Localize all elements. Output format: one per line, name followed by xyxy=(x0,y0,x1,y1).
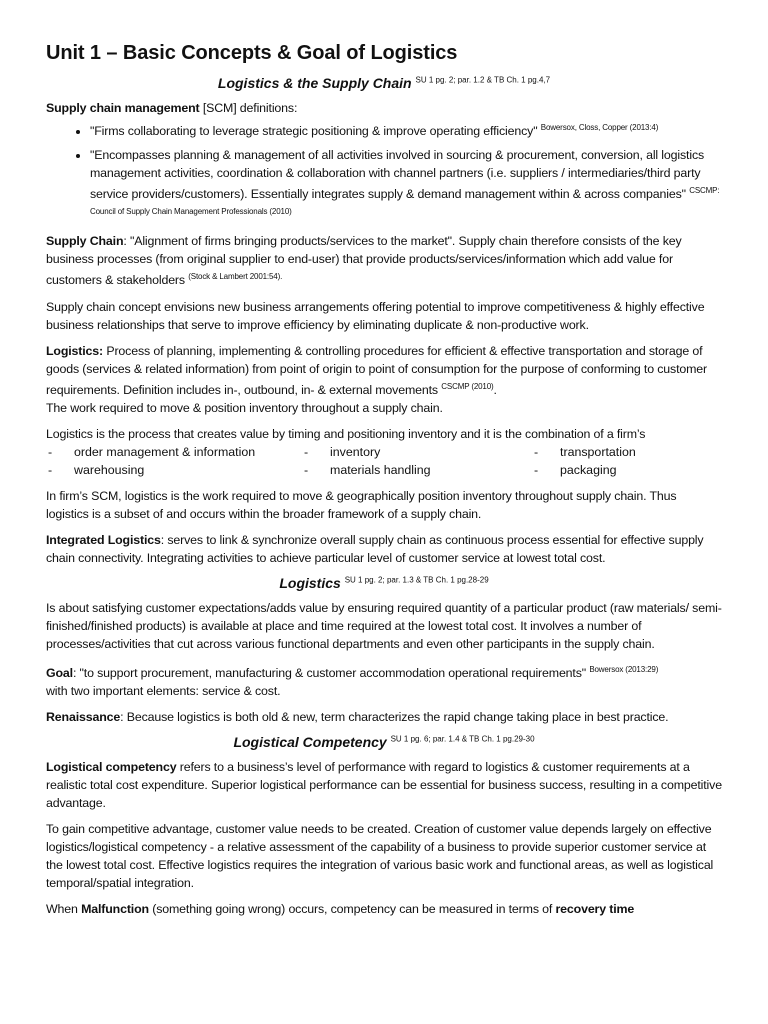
logistics-combination-intro: Logistics is the process that creates value by timing and positioning inventory and it is the combination of a firm’s xyxy=(46,426,646,441)
scm-intro: Supply chain management [SCM] definitions: xyxy=(46,101,298,115)
section-heading-logistical-competency: Logistical Competency $^{SU 1 pg. 6; par. 1.4 \& TB Ch. 1 pg.29-30}$ xyxy=(233,733,535,750)
section-heading-logistics-supply-chain: Logistics & the Supply Chain $^{SU 1 pg. 2; par. 1.2 \& TB Ch. 1 pg.4,7}$ xyxy=(217,75,551,91)
list-item: • "Firms collaborating to leverage strategic positioning & improve operating efficiency" $^{Bowersox, Closs, Copper (2013:4)}$ xyxy=(90,119,722,140)
renaissance-paragraph: Renaissance: Because logistics is both old & new, term characterizes the rapid change taking place in best practice. xyxy=(46,709,669,724)
page-title: Unit 1 – Basic Concepts & Goal of Logistics xyxy=(46,42,458,64)
integrated-logistics-paragraph: Integrated Logistics: serves to link & synchronize overall supply chain as continuous process essential for effective supply chain connectivity. Integrating activities to achieve particular level of customer service at lowest total cost. xyxy=(46,532,704,565)
scm-definitions-list xyxy=(46,119,722,224)
firm-scm-paragraph: In firm’s SCM, logistics is the work required to move & geographically position inventory throughout supply chain. Thus logistics is a subset of and occurs within the broader framework of a supply chain. xyxy=(46,488,677,521)
section-reference: SU 1 pg. 2; par. 1.3 & TB Ch. 1 pg.28-29 xyxy=(344,574,489,584)
section-reference: SU 1 pg. 6; par. 1.4 & TB Ch. 1 pg.29-30 xyxy=(390,734,535,744)
competitive-advantage-paragraph: To gain competitive advantage, customer value needs to be created. Creation of customer value depends largely on effective logistics/logistical competency - a relative assessment of the capability of a business to provide superior customer service at the lowest total cost. Effective logistics requires the integration of various basic work and functional areas, as well as logistical temporal/spatial integration. xyxy=(46,821,714,890)
section-reference: SU 1 pg. 2; par. 1.2 & TB Ch. 1 pg.4,7 xyxy=(415,75,551,85)
list-item: - packaging xyxy=(532,461,732,479)
list-item: - order management & information xyxy=(46,443,302,461)
logistics-components-list xyxy=(46,443,722,479)
list-item: • "Encompasses planning & management of all activities involved in sourcing & procurement, conversion, all logistics management activities, coordination & collaboration with channel partners (i.e. suppliers / intermediaries/third party service providers/customers). Essentially integrates supply & demand management within & across companies" $^{CSCMP: Council of Supply Chain Management Professionals (2010)}$ xyxy=(90,146,722,224)
list-item: - transportation xyxy=(532,443,732,461)
supply-chain-definition: Supply Chain: "Alignment of firms bringing products/services to the market". Supply chain therefore consists of the key business processes (from original supplier to end-user) that provide products/services/information which add value for customers & stakeholders $^{(Stock \& Lambert 2001:54).}$ xyxy=(46,234,682,288)
section-heading-logistics: Logistics $^{SU 1 pg. 2; par. 1.3 \& TB Ch. 1 pg.28-29}$ xyxy=(279,574,489,591)
logistical-competency-paragraph: Logistical competency refers to a business’s level of performance with regard to logistics & customer requirements at a realistic total cost expenditure. Superior logistical performance can be essential for business success, resulting in a competitive advantage. xyxy=(46,759,722,810)
list-item: - warehousing xyxy=(46,461,302,479)
malfunction-paragraph: When Malfunction (something going wrong) occurs, competency can be measured in terms of recovery time xyxy=(46,901,635,916)
logistics-definition: Logistics: Process of planning, implementing & controlling procedures for efficient & effective transportation and storage of goods (services & related information) from point of origin to point of consumption for the purpose of conforming to customer requirements. Definition includes in-, outbound, in- & external movements $^{CSCMP (2010)}$. The work required to move & position inventory throughout a supply chain. xyxy=(46,343,708,415)
list-item: - materials handling xyxy=(302,461,532,479)
supply-chain-concept: Supply chain concept envisions new business arrangements offering potential to improve competitiveness & highly effective business relationships that serve to improve efficiency by eliminating duplicate & non-productive work. xyxy=(46,299,705,332)
goal-paragraph: Goal: "to support procurement, manufacturing & customer accommodation operational requirements" $^{Bowersox (2013:29)}$ with two important elements: service & cost. xyxy=(46,664,659,698)
logistics-about-paragraph: Is about satisfying customer expectations/adds value by ensuring required quantity of a particular product (raw materials/ semi-finished/finished products) is available at place and time required at the lowest total cost. It involves a number of processes/activities that cut across various functional departments and even other participants in the supply chain. xyxy=(46,600,722,651)
list-item: - inventory xyxy=(302,443,532,461)
